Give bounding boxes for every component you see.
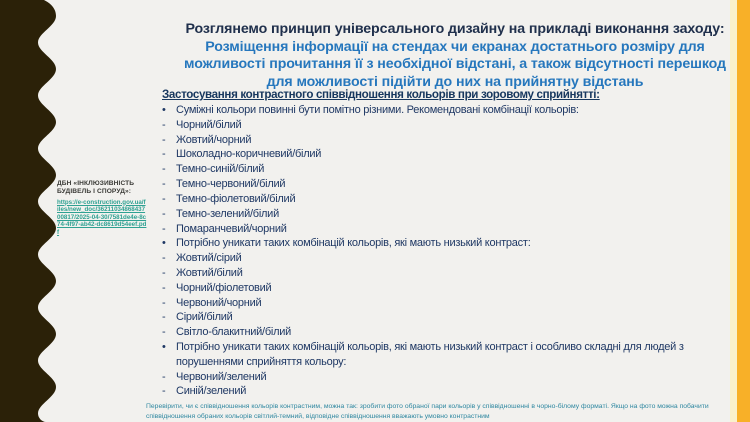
list-item-text: Помаранчевий/чорний <box>176 222 287 235</box>
list-item <box>162 222 746 237</box>
list-item-text: Темно-червоний/білий <box>176 178 286 191</box>
list-marker: - <box>162 311 166 324</box>
list-item <box>162 103 746 118</box>
list-item-text: Жовтий/білий <box>176 266 243 279</box>
list-item <box>162 384 746 399</box>
list-item <box>162 310 746 325</box>
list-item <box>162 296 746 311</box>
slide-title: Розглянемо принцип універсального дизайну на прикладі виконання заходу: <box>185 21 725 37</box>
list-item-text: Синій/зелений <box>176 385 247 398</box>
list-item-text: Червоний/чорний <box>176 296 262 309</box>
list-marker: - <box>162 370 166 383</box>
list-item-text: Світло-блакитний/білий <box>176 326 292 339</box>
list-item <box>162 147 746 162</box>
list-item <box>162 370 746 385</box>
list-item <box>162 340 746 370</box>
list-marker: - <box>162 133 166 146</box>
list-item-text: Жовтий/сірий <box>176 252 242 265</box>
list-item <box>162 325 746 340</box>
color-combo-list <box>162 103 746 399</box>
list-item-text: Потрібно уникати таких комбінацій кольорів, які мають низький контраст: <box>176 237 531 250</box>
list-marker: - <box>162 252 166 265</box>
section-heading: Застосування контрастного співвідношення кольорів при зоровому сприйнятті: <box>162 88 600 101</box>
list-item <box>162 118 746 133</box>
list-marker: • <box>162 104 166 116</box>
list-item-text: Чорний/білий <box>176 118 242 131</box>
list-marker: - <box>162 163 166 176</box>
list-item <box>162 177 746 192</box>
list-item-text: Червоний/зелений <box>176 370 267 383</box>
footnote-text: Перевірити, чи є співвідношення кольорів контрастним, можна так: зробити фото обраної пари кольорів у співвідношенні в чорно-білому форматі. Якщо на фото можна побачити співвідношення обраних кольорів світлий-темний, відповідне співвідношення вважають умовно контрастним <box>146 403 709 420</box>
list-marker: • <box>162 341 166 353</box>
title-block <box>166 21 744 91</box>
list-item <box>162 133 746 148</box>
list-item <box>162 281 746 296</box>
slide-subtitle-line-2: можливості прочитання її з необхідної відстані, а також відсутності перешкод <box>184 56 726 73</box>
dbn-document-link[interactable]: https://e-construction.gov.ua/files/new_doc/3621103486843700817/2025-04-30/7581de4e-8c74-4f97-ab42-dc8619d54eef.pdf <box>57 198 147 236</box>
accent-bar-right <box>737 0 750 422</box>
list-item-text: Темно-зелений/білий <box>176 207 279 220</box>
list-item-text: Жовтий/чорний <box>176 133 252 146</box>
wave-band-decoration <box>0 0 60 422</box>
list-item-text: Темно-синій/білий <box>176 163 265 176</box>
dbn-standard-label: ДБН «ІНКЛЮЗИВНІСТЬ БУДІВЕЛЬ І СПОРУД»: <box>57 180 135 195</box>
accent-bar-light <box>730 0 737 422</box>
sidebar-note <box>57 180 147 237</box>
list-marker: - <box>162 118 166 131</box>
list-marker: - <box>162 178 166 191</box>
slide-subtitle-line-1: Розміщення інформації на стендах чи екранах достатнього розміру для <box>205 38 705 55</box>
list-item-text: Потрібно уникати таких комбінацій кольорів, які мають низький контраст і особливо складні для людей з порушеннями сприйняття кольору: <box>176 341 684 368</box>
list-marker: - <box>162 207 166 220</box>
list-marker: - <box>162 192 166 205</box>
list-item <box>162 162 746 177</box>
list-item <box>162 251 746 266</box>
list-marker: - <box>162 266 166 279</box>
list-item <box>162 236 746 251</box>
slide-subtitle-line-3: для можливості підійти до них на прийнятну відстань <box>266 73 644 90</box>
list-marker: - <box>162 148 166 161</box>
list-item-text: Шоколадно-коричневий/білий <box>176 148 322 161</box>
list-item-text: Темно-фіолетовий/білий <box>176 192 296 205</box>
list-marker: - <box>162 385 166 398</box>
list-marker: - <box>162 222 166 235</box>
list-marker: • <box>162 237 166 250</box>
list-marker: - <box>162 296 166 309</box>
list-marker: - <box>162 326 166 339</box>
list-marker: - <box>162 281 166 294</box>
list-item <box>162 192 746 207</box>
list-item <box>162 266 746 281</box>
list-item <box>162 207 746 222</box>
list-item-text: Суміжні кольори повинні бути помітно різними. Рекомендовані комбінації кольорів: <box>176 104 579 116</box>
list-item-text: Чорний/фіолетовий <box>176 281 272 294</box>
list-item-text: Сірий/білий <box>176 311 233 324</box>
